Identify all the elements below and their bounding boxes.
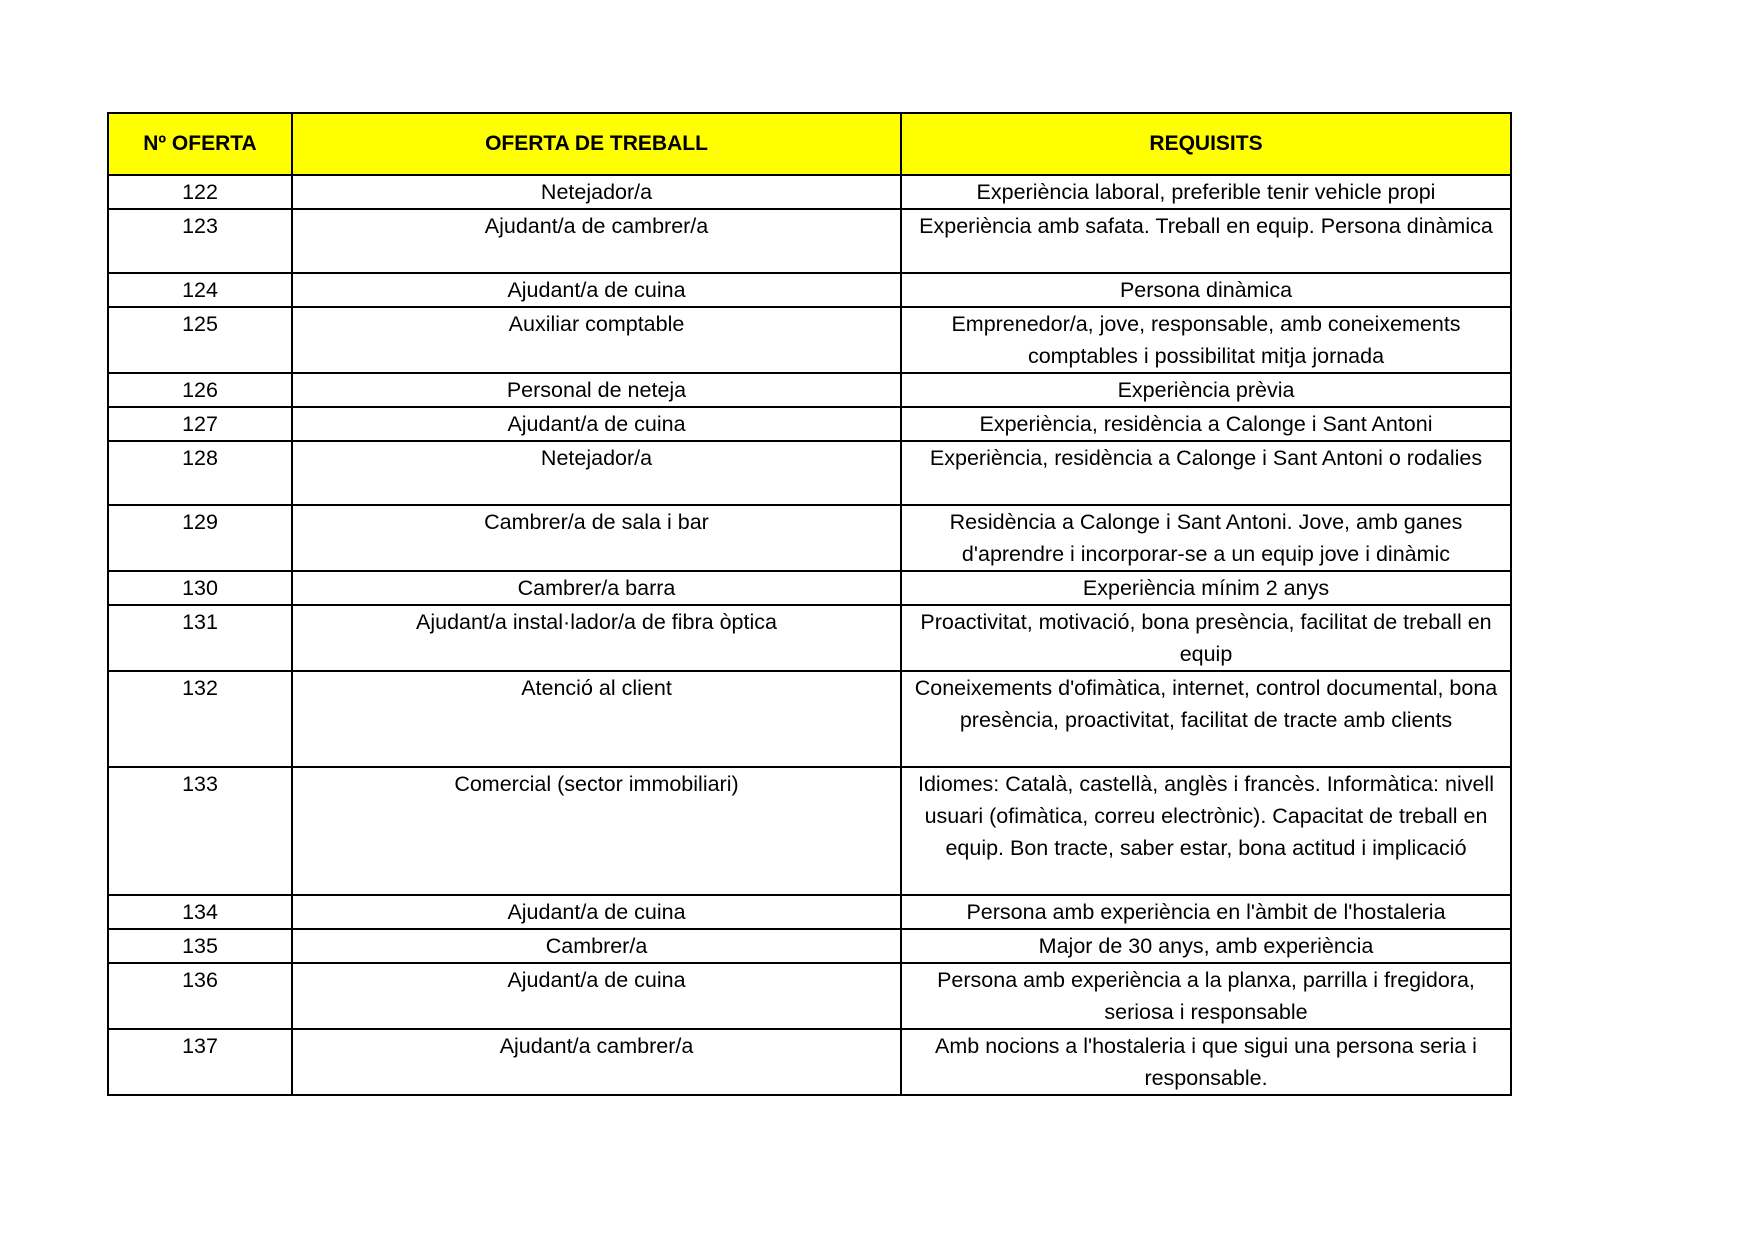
table-row [108, 1029, 1511, 1095]
offer-number-cell: 128 [108, 441, 292, 505]
header-requirements: REQUISITS [901, 113, 1511, 175]
offer-number-cell: 130 [108, 571, 292, 605]
offer-number-cell: 134 [108, 895, 292, 929]
offer-number-cell: 133 [108, 767, 292, 895]
offer-number-cell: 126 [108, 373, 292, 407]
table-row [108, 605, 1511, 671]
job-offer-cell: Cambrer/a de sala i bar [292, 505, 901, 571]
requirements-cell: Proactivitat, motivació, bona presència, facilitat de treball en equip [901, 605, 1511, 671]
requirements-cell: Residència a Calonge i Sant Antoni. Jove, amb ganes d'aprendre i incorporar-se a un equip jove i dinàmic [901, 505, 1511, 571]
table-row [108, 767, 1511, 895]
table-row [108, 963, 1511, 1029]
requirements-cell: Idiomes: Català, castellà, anglès i francès. Informàtica: nivell usuari (ofimàtica, correu electrònic). Capacitat de treball en equip. Bon tracte, saber estar, bona actitud i implicació [901, 767, 1511, 895]
requirements-cell: Experiència prèvia [901, 373, 1511, 407]
requirements-cell: Persona amb experiència en l'àmbit de l'hostaleria [901, 895, 1511, 929]
job-offer-cell: Personal de neteja [292, 373, 901, 407]
table-body [108, 175, 1511, 1095]
table-row [108, 441, 1511, 505]
requirements-cell: Persona amb experiència a la planxa, parrilla i fregidora, seriosa i responsable [901, 963, 1511, 1029]
table-row [108, 505, 1511, 571]
job-offer-cell: Ajudant/a de cuina [292, 407, 901, 441]
offer-number-cell: 131 [108, 605, 292, 671]
requirements-cell: Major de 30 anys, amb experiència [901, 929, 1511, 963]
requirements-cell: Experiència, residència a Calonge i Sant Antoni [901, 407, 1511, 441]
header-job-offer: OFERTA DE TREBALL [292, 113, 901, 175]
requirements-cell: Coneixements d'ofimàtica, internet, control documental, bona presència, proactivitat, facilitat de tracte amb clients [901, 671, 1511, 767]
requirements-cell: Experiència mínim 2 anys [901, 571, 1511, 605]
job-offer-cell: Netejador/a [292, 441, 901, 505]
job-offer-cell: Atenció al client [292, 671, 901, 767]
table-row [108, 895, 1511, 929]
requirements-cell: Experiència laboral, preferible tenir vehicle propi [901, 175, 1511, 209]
offer-number-cell: 127 [108, 407, 292, 441]
offer-number-cell: 137 [108, 1029, 292, 1095]
offer-number-cell: 129 [108, 505, 292, 571]
job-offer-cell: Ajudant/a de cuina [292, 963, 901, 1029]
job-offers-table [107, 112, 1512, 1096]
offer-number-cell: 122 [108, 175, 292, 209]
job-offers-sheet [107, 112, 1512, 1096]
table-row [108, 175, 1511, 209]
requirements-cell: Persona dinàmica [901, 273, 1511, 307]
job-offer-cell: Cambrer/a barra [292, 571, 901, 605]
job-offer-cell: Ajudant/a de cambrer/a [292, 209, 901, 273]
offer-number-cell: 125 [108, 307, 292, 373]
offer-number-cell: 124 [108, 273, 292, 307]
job-offer-cell: Comercial (sector immobiliari) [292, 767, 901, 895]
table-row [108, 407, 1511, 441]
table-row [108, 273, 1511, 307]
table-row [108, 929, 1511, 963]
offer-number-cell: 123 [108, 209, 292, 273]
job-offer-cell: Ajudant/a instal·lador/a de fibra òptica [292, 605, 901, 671]
job-offer-cell: Ajudant/a de cuina [292, 895, 901, 929]
table-header-row [108, 113, 1511, 175]
requirements-cell: Experiència, residència a Calonge i Sant Antoni o rodalies [901, 441, 1511, 505]
table-row [108, 671, 1511, 767]
offer-number-cell: 135 [108, 929, 292, 963]
offer-number-cell: 132 [108, 671, 292, 767]
job-offer-cell: Netejador/a [292, 175, 901, 209]
job-offer-cell: Ajudant/a de cuina [292, 273, 901, 307]
requirements-cell: Experiència amb safata. Treball en equip. Persona dinàmica [901, 209, 1511, 273]
table-row [108, 209, 1511, 273]
requirements-cell: Emprenedor/a, jove, responsable, amb coneixements comptables i possibilitat mitja jornada [901, 307, 1511, 373]
requirements-cell: Amb nocions a l'hostaleria i que sigui una persona seria i responsable. [901, 1029, 1511, 1095]
header-offer-number: Nº OFERTA [108, 113, 292, 175]
job-offer-cell: Ajudant/a cambrer/a [292, 1029, 901, 1095]
job-offer-cell: Cambrer/a [292, 929, 901, 963]
table-row [108, 571, 1511, 605]
table-row [108, 373, 1511, 407]
table-row [108, 307, 1511, 373]
offer-number-cell: 136 [108, 963, 292, 1029]
job-offer-cell: Auxiliar comptable [292, 307, 901, 373]
